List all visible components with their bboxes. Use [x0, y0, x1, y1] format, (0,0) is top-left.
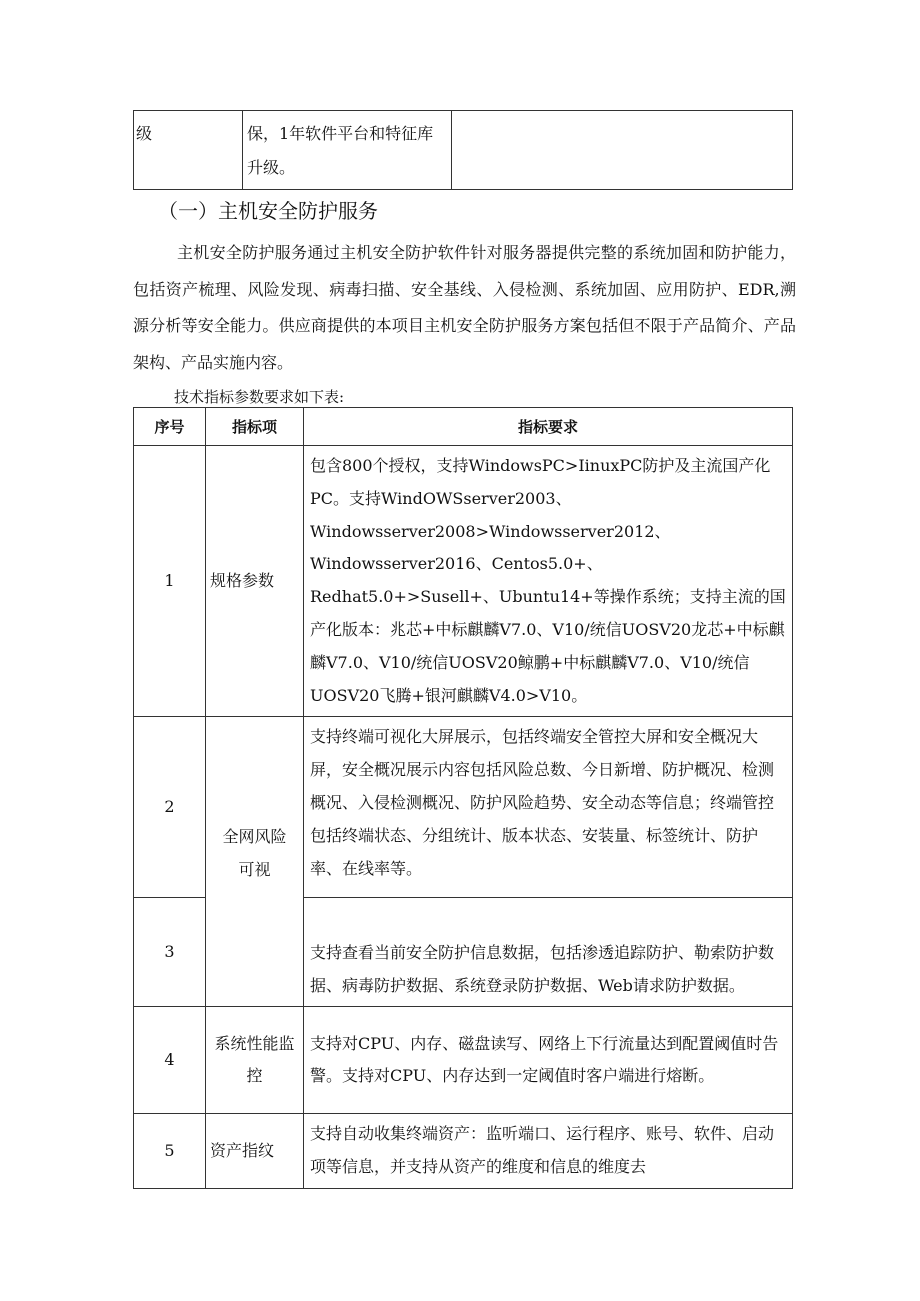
table-row	[134, 1007, 793, 1114]
row-item	[206, 717, 304, 1007]
row-requirement: 支持查看当前安全防护信息数据，包括渗透追踪防护、勒索防护数据、病毒防护数据、系统登录防护数据、Web请求防护数据。	[304, 898, 793, 1007]
row-number: 4	[134, 1007, 206, 1114]
row-requirement: 支持对CPU、内存、磁盘读写、网络上下行流量达到配置阈值时告警。支持对CPU、内存达到一定阈值时客户端进行熔断。	[304, 1007, 793, 1114]
cell-upgrade	[243, 111, 452, 190]
row-requirement: 支持自动收集终端资产：监听端口、运行程序、账号、软件、启动项等信息，并支持从资产的维度和信息的维度去	[304, 1114, 793, 1189]
table-caption: 技术指标参数要求如下表:	[174, 388, 345, 406]
cell-empty	[452, 111, 793, 190]
cell-text-line: 升级。	[247, 158, 296, 177]
row-item: 资产指纹	[206, 1114, 304, 1189]
spec-table	[133, 407, 793, 1189]
table-header-row	[134, 408, 793, 446]
cell-text-line: 保，1年软件平台和特征库	[247, 124, 434, 143]
table-row	[134, 717, 793, 898]
row-number: 1	[134, 446, 206, 717]
intro-paragraph: 主机安全防护服务通过主机安全防护软件针对服务器提供完整的系统加固和防护能力，包括资产梳理、风险发现、病毒扫描、安全基线、入侵检测、系统加固、应用防护、EDR,溯源分析等安全能力。供应商提供的本项目主机安全防护服务方案包括但不限于产品简介、产品架构、产品实施内容。	[133, 243, 796, 372]
row-item: 规格参数	[206, 446, 304, 717]
cell-level: 级	[134, 111, 243, 190]
row-item-line: 系统性能监	[214, 1034, 295, 1054]
header-item: 指标项	[206, 408, 304, 446]
row-requirement: 包含800个授权，支持WindowsPC>IinuxPC防护及主流国产化PC。支持WindOWSserver2003、Windowsserver2008>Windowsserver2012、Windowsserver2016、Centos5.0+、Redhat5.0+>Susell+、Ubuntu14+等操作系统；支持主流的国产化版本：兆芯+中标麒麟V7.0、V10/统信UOSV20龙芯+中标麒麟V7.0、V10/统信UOSV20鲸鹏+中标麒麟V7.0、V10/统信UOSV20飞腾+银河麒麟V4.0>V10。	[304, 446, 793, 717]
continuation-table	[133, 110, 793, 190]
row-item	[206, 1007, 304, 1114]
table-row	[134, 1114, 793, 1189]
row-requirement: 支持终端可视化大屏展示，包括终端安全管控大屏和安全概况大屏，安全概况展示内容包括风险总数、今日新增、防护概况、检测概况、入侵检测概况、防护风险趋势、安全动态等信息；终端管控包括终端状态、分组统计、版本状态、安装量、标签统计、防护率、在线率等。	[304, 717, 793, 898]
row-item-line: 可视	[238, 860, 271, 880]
row-number: 2	[134, 717, 206, 898]
row-number: 3	[134, 898, 206, 1007]
row-number: 5	[134, 1114, 206, 1189]
row-item-line: 控	[246, 1066, 263, 1086]
header-no: 序号	[134, 408, 206, 446]
table-row	[134, 111, 793, 190]
table-row	[134, 446, 793, 717]
section-heading: （一）主机安全防护服务	[158, 199, 378, 223]
header-requirement: 指标要求	[304, 408, 793, 446]
row-item-line: 全网风险	[222, 827, 287, 847]
